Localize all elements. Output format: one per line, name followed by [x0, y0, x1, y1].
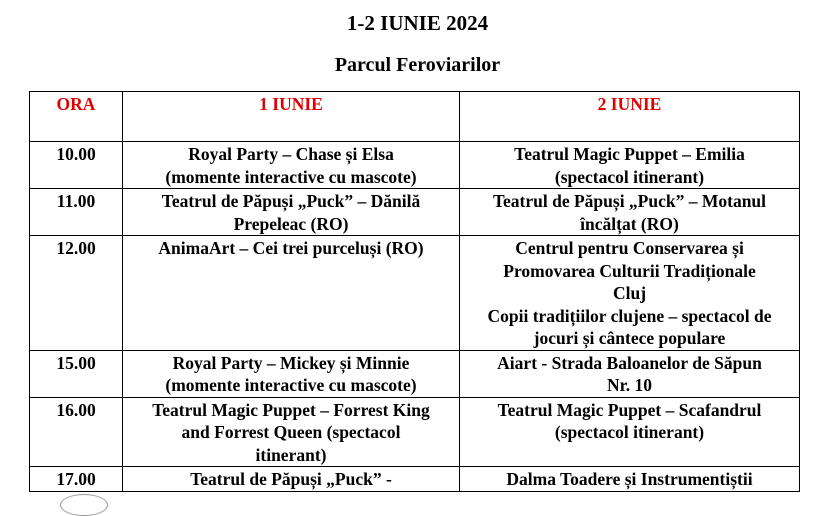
event-line: (momente interactive cu mascote) — [165, 375, 417, 395]
event-cell-day1 — [123, 236, 460, 351]
header-cell-day1: 1 IUNIE — [123, 92, 460, 142]
event-line: Promovarea Culturii Tradiționale — [503, 260, 756, 281]
event-line: Prepeleac (RO) — [233, 213, 349, 234]
event-cell-day2 — [460, 397, 800, 467]
event-cell-day2 — [460, 236, 800, 351]
event-cell-day2 — [460, 142, 800, 189]
header-cell-day2: 2 IUNIE — [460, 92, 800, 142]
event-line: (spectacol itinerant) — [554, 166, 705, 187]
table-row — [30, 189, 800, 236]
time-cell: 15.00 — [30, 350, 123, 397]
event-line: and Forrest Queen (spectacol — [181, 422, 401, 442]
event-line: itinerant) — [255, 444, 327, 465]
page-subtitle: Parcul Feroviarilor — [334, 54, 501, 76]
page-title: 1-2 IUNIE 2024 — [346, 11, 489, 35]
table-row — [30, 350, 800, 397]
table-row — [30, 397, 800, 467]
event-line: (spectacol itinerant) — [554, 422, 705, 442]
event-line: Royal Party – Mickey și Minnie — [172, 352, 410, 373]
event-line: Cluj — [612, 283, 647, 303]
event-cell-day1 — [123, 189, 460, 236]
event-line: Dalma Toadere și Instrumentiștii — [506, 469, 753, 489]
event-cell-day1 — [123, 142, 460, 189]
event-line: jocuri și cântece populare — [533, 328, 726, 348]
schedule-table — [29, 91, 800, 492]
table-header-row — [30, 92, 800, 142]
table-row — [30, 467, 800, 492]
event-line: Teatrul Magic Puppet – Forrest King — [152, 399, 430, 420]
event-line: Teatrul de Păpuși „Puck” – Dănilă — [161, 191, 421, 211]
time-cell: 11.00 — [30, 189, 123, 236]
time-cell: 17.00 — [30, 467, 123, 492]
event-cell-day2 — [460, 189, 800, 236]
event-line: Royal Party – Chase și Elsa — [188, 144, 394, 164]
event-cell-day1 — [123, 350, 460, 397]
event-line: Centrul pentru Conservarea și — [515, 238, 744, 258]
event-cell-day2 — [460, 350, 800, 397]
event-line: încălțat (RO) — [580, 213, 679, 234]
event-cell-day1 — [123, 397, 460, 467]
event-line: Nr. 10 — [606, 375, 653, 395]
event-line: Teatrul de Păpuși „Puck” - — [190, 469, 392, 489]
table-row — [30, 236, 800, 351]
event-line: Teatrul Magic Puppet – Emilia — [514, 144, 745, 164]
event-cell-day2 — [460, 467, 800, 492]
time-cell: 10.00 — [30, 142, 123, 189]
stamp-decoration — [60, 494, 108, 516]
event-line: Teatrul de Păpuși „Puck” – Motanul — [492, 191, 767, 211]
event-line: Aiart - Strada Baloanelor de Săpun — [497, 352, 762, 373]
event-line: (momente interactive cu mascote) — [165, 166, 417, 187]
event-line: AnimaArt – Cei trei purceluși (RO) — [158, 238, 424, 258]
event-line: Copii tradițiilor clujene – spectacol de — [487, 305, 772, 326]
time-cell: 12.00 — [30, 236, 123, 351]
header-cell-time: ORA — [30, 92, 123, 142]
table-row — [30, 142, 800, 189]
event-cell-day1 — [123, 467, 460, 492]
event-line: Teatrul Magic Puppet – Scafandrul — [497, 399, 762, 420]
time-cell: 16.00 — [30, 397, 123, 467]
